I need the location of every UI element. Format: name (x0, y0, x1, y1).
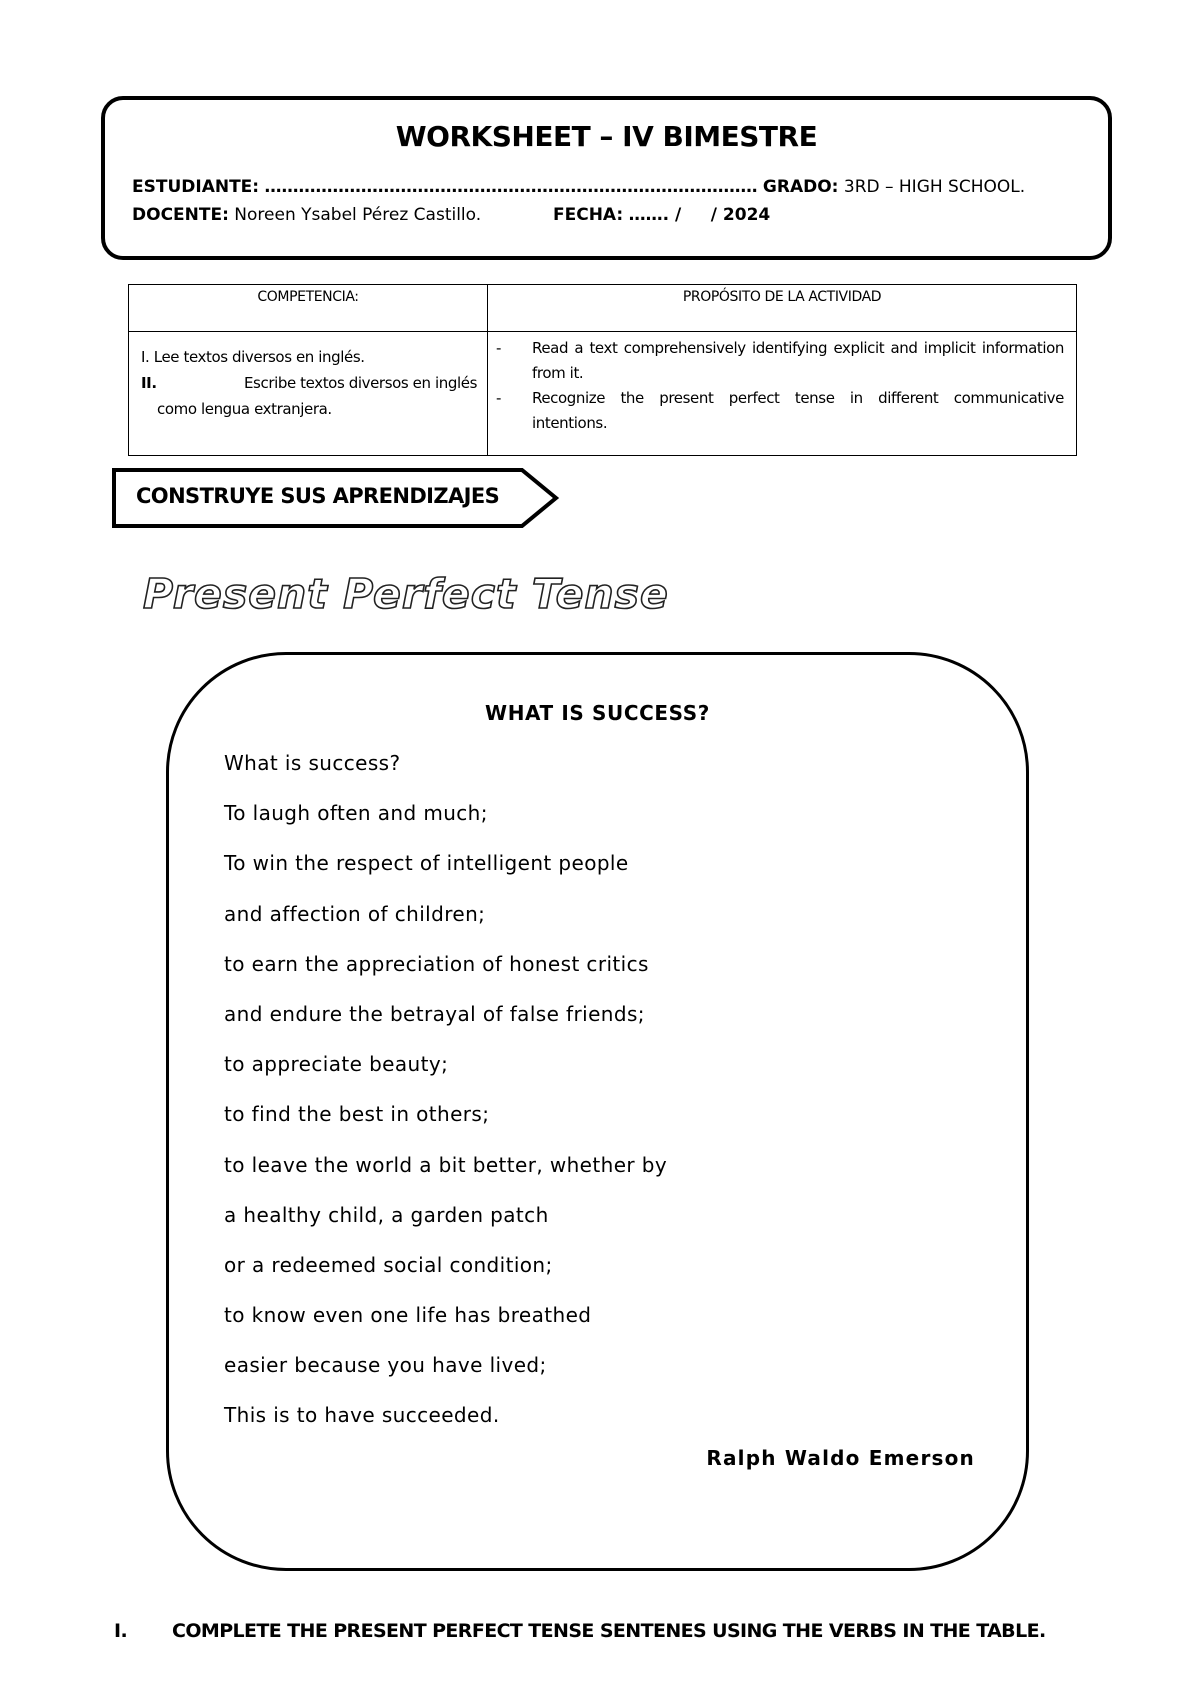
teacher-label: DOCENTE: (132, 205, 229, 225)
purpose-cell (488, 332, 1077, 456)
poem-line: This is to have succeeded. (224, 1403, 500, 1428)
poem-lines (224, 751, 667, 1454)
poem-author: Ralph Waldo Emerson (706, 1446, 975, 1470)
poem-line: To win the respect of intelligent people (224, 851, 629, 876)
poem-line: to leave the world a bit better, whether by (224, 1152, 668, 1177)
poem-line: to earn the appreciation of honest critics (224, 951, 649, 976)
poem-title: WHAT IS SUCCESS? (485, 701, 710, 725)
competency-item-2-text: Escribe textos diversos en inglés (243, 374, 477, 392)
worksheet-header (101, 96, 1112, 260)
exercise-instruction: COMPLETE THE PRESENT PERFECT TENSE SENTENES USING THE VERBS IN THE TABLE. (172, 1620, 1046, 1642)
purpose-header: PROPÓSITO DE LA ACTIVIDAD (488, 285, 1077, 332)
poem-line: easier because you have lived; (224, 1353, 547, 1378)
section-title: Present Perfect Tense (143, 570, 669, 618)
poem-line: What is success? (224, 751, 401, 775)
purpose-item: - Read a text comprehensively identifying explicit and implicit information from it. (532, 336, 1064, 386)
teacher-value: Noreen Ysabel Pérez Castillo. (234, 205, 482, 225)
student-line (132, 177, 1025, 197)
poem-line: to appreciate beauty; (224, 1052, 449, 1077)
student-label: ESTUDIANTE: (132, 177, 260, 197)
exercise-heading (114, 1620, 1046, 1642)
poem-line: to know even one life has breathed (224, 1303, 592, 1328)
banner-label: CONSTRUYE SUS APRENDIZAJES (136, 484, 500, 508)
purpose-item: - Recognize the present perfect tense in different communicative intentions. (532, 386, 1064, 436)
poem-line: To laugh often and much; (224, 801, 488, 826)
exercise-number: I. (114, 1620, 128, 1642)
poem-line: a healthy child, a garden patch (224, 1202, 549, 1227)
competency-table (128, 284, 1077, 456)
poem-box (166, 652, 1029, 1571)
poem-line: and endure the betrayal of false friends; (224, 1001, 645, 1026)
competency-item-2-number: II. (141, 374, 157, 392)
teacher-line (132, 205, 481, 225)
date-line (553, 205, 770, 225)
date-value: ……. / / 2024 (628, 205, 771, 225)
poem-line: and affection of children; (224, 901, 486, 926)
competency-item-1: I. Lee textos diversos en inglés. (141, 348, 365, 366)
competency-header: COMPETENCIA: (129, 285, 488, 332)
worksheet-title: WORKSHEET – IV BIMESTRE (395, 120, 818, 153)
poem-line: to find the best in others; (224, 1102, 490, 1127)
student-blank: …………………………………………………………………………… (264, 177, 758, 197)
competency-item-2 (141, 370, 477, 396)
competency-cell (129, 332, 488, 456)
competency-item-2-cont: como lengua extranjera. (157, 400, 332, 418)
grade-value: 3RD – HIGH SCHOOL. (843, 177, 1026, 197)
date-label: FECHA: (553, 205, 624, 225)
grade-label: GRADO: (762, 177, 839, 197)
poem-line: or a redeemed social condition; (224, 1252, 553, 1277)
